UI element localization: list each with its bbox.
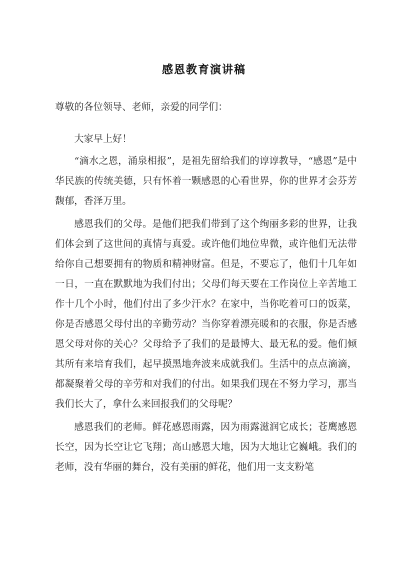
document-body [55,98,357,478]
paragraph-parents: 感恩我们的父母。是他们把我们带到了这个绚丽多彩的世界，让我们体会到了这世间的真情与真爱。或许他们地位卑微，或许他们无法带给你自己想要拥有的物质和精神财富。但是，不要忘了，他们十几年如一日，一直在默默地为我们付出；父母们每天要在工作岗位上辛苦地工作十几个小时，他们付出了多少汗水？在家中，当你吃着可口的饭菜，你是否感恩父母付出的辛勤劳动？当你穿着漂亮暖和的衣服，你是否感恩父母对你的关心？父母给予了我们的是最博大、最无私的爱。他们倾其所有来培育我们，起早摸黑地奔波来成就我们。生活中的点点滴滴，都凝聚着父母的辛劳和对我们的付出。如果我们现在不努力学习，那当我们长大了，拿什么来回报我们的父母呢？ [55,219,357,410]
paragraph-teachers: 感恩我们的老师。鲜花感恩雨露，因为雨露滋润它成长；苍鹰感恩长空，因为长空让它飞翔；高山感恩大地，因为大地让它巍峨。我们的老师，没有华丽的舞台，没有美丽的鲜花，他们用一支支粉笔 [55,422,357,473]
document-title: 感恩教育演讲稿 [162,63,246,76]
salutation: 尊敬的各位领导、老师，亲爱的同学们： [55,102,228,113]
paragraph-intro: “滴水之恩，涌泉相报”，是祖先留给我们的谆谆教导，“感恩”是中华民族的传统美德，只有怀着一颗感恩的心看世界，你的世界才会芬芳馥郁，香泽万里。 [55,156,357,207]
greeting: 大家早上好！ [74,134,132,145]
